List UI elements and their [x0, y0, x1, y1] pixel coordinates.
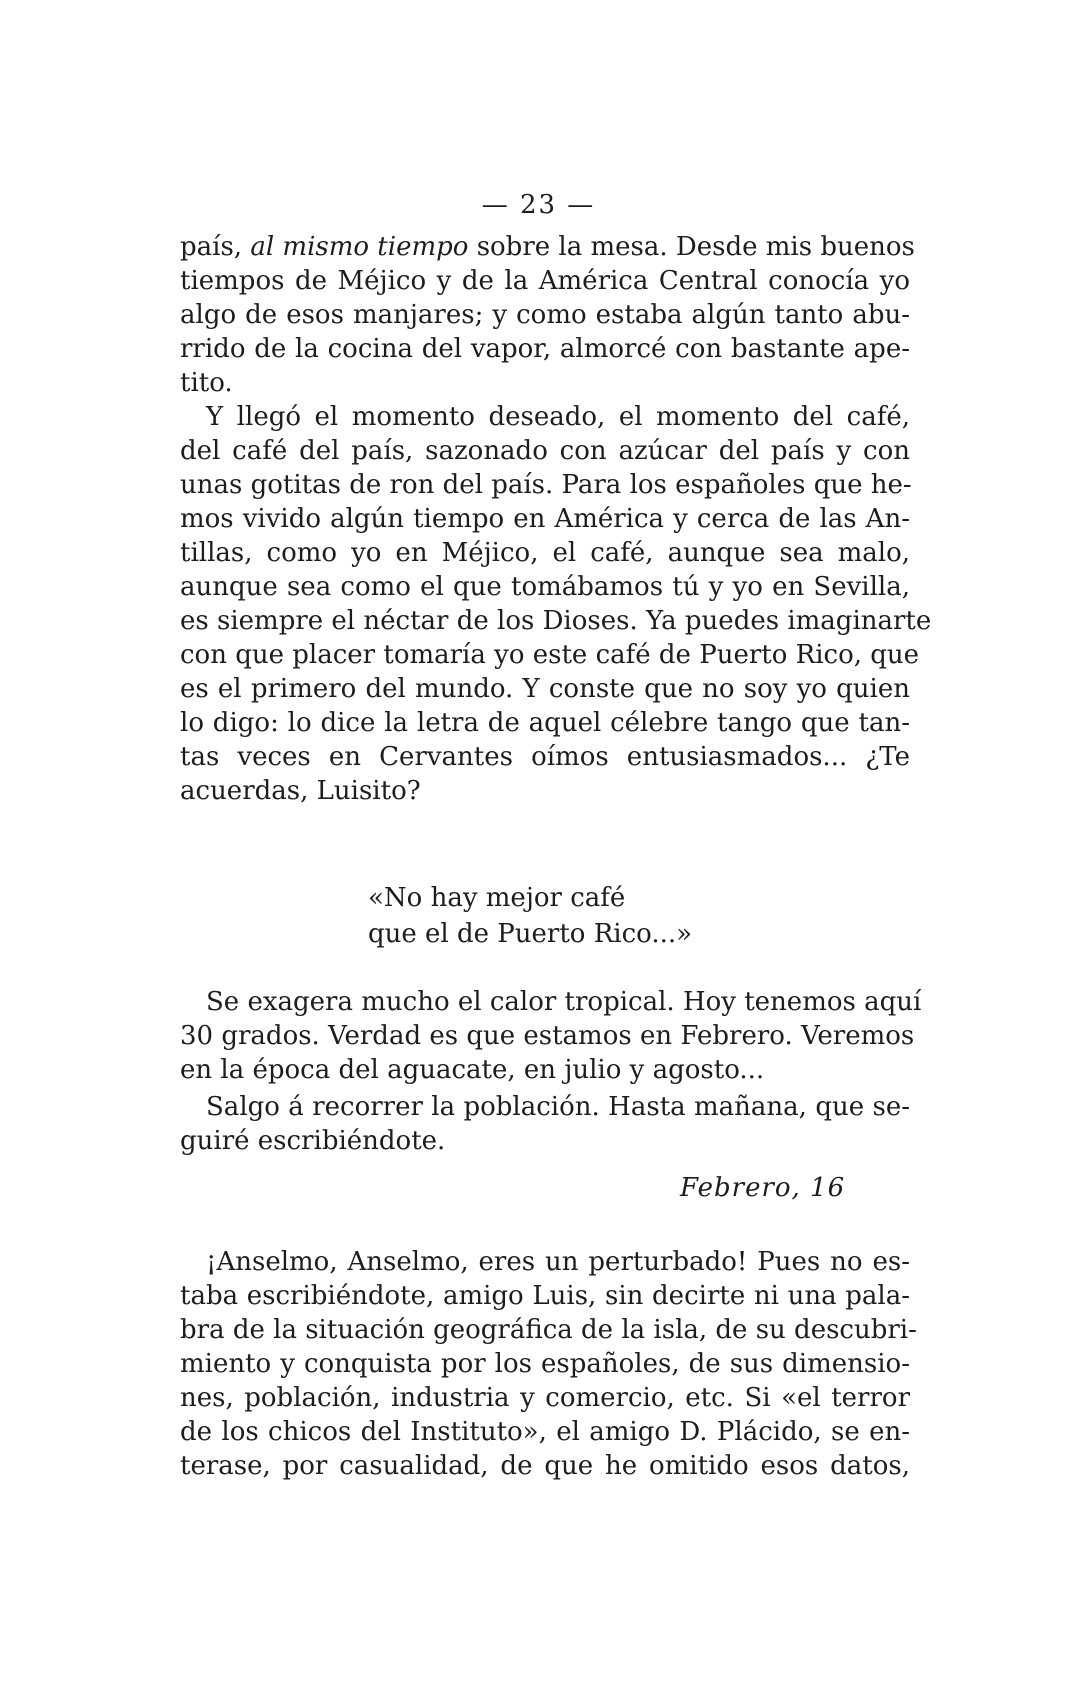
paragraph-line: del café del país, sazonado con azúcar del país y con: [180, 436, 910, 466]
paragraph-1: [180, 230, 915, 400]
paragraph-line: Se exagera mucho el calor tropical. Hoy tenemos aquí: [206, 987, 922, 1017]
paragraph-line: es siempre el néctar de los Dioses. Ya puedes imaginarte: [180, 606, 932, 636]
paragraph-line: taba escribiéndote, amigo Luis, sin decirte ni una pala-: [180, 1281, 910, 1311]
verse-quote: [368, 880, 692, 952]
paragraph-line: rrido de la cocina del vapor, almorcé con bastante ape-: [180, 334, 910, 364]
paragraph-line: mos vivido algún tiempo en América y cerca de las An-: [180, 504, 910, 534]
paragraph-line: tito.: [180, 368, 233, 398]
paragraph-3: [180, 985, 922, 1087]
paragraph-line: terase, por casualidad, de que he omitido esos datos,: [180, 1451, 910, 1481]
paragraph-line: aunque sea como el que tomábamos tú y yo en Sevilla,: [180, 572, 910, 602]
paragraph-5: [180, 1245, 917, 1483]
page-number: — 23 —: [481, 190, 596, 220]
paragraph-line: nes, población, industria y comercio, etc. Si «el terror: [180, 1383, 910, 1413]
paragraph-line: ¡Anselmo, Anselmo, eres un perturbado! Pues no es-: [206, 1247, 910, 1277]
paragraph-line: tas veces en Cervantes oímos entusiasmados... ¿Te: [180, 742, 910, 772]
date-heading: Febrero, 16: [680, 1173, 846, 1203]
paragraph-2: [180, 400, 932, 808]
paragraph-line: con que placer tomaría yo este café de Puerto Rico, que: [180, 640, 920, 670]
verse-line: «No hay mejor café: [368, 883, 626, 913]
paragraph-line: guiré escribiéndote.: [180, 1126, 446, 1156]
paragraph-line: en la época del aguacate, en julio y agosto...: [180, 1055, 765, 1085]
paragraph-line: tiempos de Méjico y de la América Central conocía yo: [180, 266, 910, 296]
paragraph-line: 30 grados. Verdad es que estamos en Febrero. Veremos: [180, 1021, 915, 1051]
paragraph-line: unas gotitas de ron del país. Para los españoles que he-: [180, 470, 912, 500]
paragraph-line: acuerdas, Luisito?: [180, 776, 421, 806]
text-span: país,: [180, 232, 243, 262]
paragraph-line: de los chicos del Instituto», el amigo D. Plácido, se en-: [180, 1417, 910, 1447]
paragraph-line: Y llegó el momento deseado, el momento del café,: [206, 402, 910, 432]
text-span: sobre la mesa. Desde mis buenos: [476, 232, 915, 262]
verse-line: que el de Puerto Rico...»: [368, 919, 693, 949]
paragraph-line: bra de la situación geográfica de la isla, de su descubri-: [180, 1315, 917, 1345]
paragraph-line: tillas, como yo en Méjico, el café, aunque sea malo,: [180, 538, 910, 568]
paragraph-4: [180, 1090, 910, 1158]
paragraph-line: algo de esos manjares; y como estaba algún tanto abu-: [180, 300, 910, 330]
paragraph-line: miento y conquista por los españoles, de sus dimensio-: [180, 1349, 910, 1379]
paragraph-line: Salgo á recorrer la población. Hasta mañana, que se-: [206, 1092, 910, 1122]
paragraph-line: [180, 230, 915, 264]
paragraph-line: es el primero del mundo. Y conste que no soy yo quien: [180, 674, 910, 704]
paragraph-line: lo digo: lo dice la letra de aquel célebre tango que tan-: [180, 708, 910, 738]
italic-phrase: al mismo tiempo: [250, 232, 469, 262]
